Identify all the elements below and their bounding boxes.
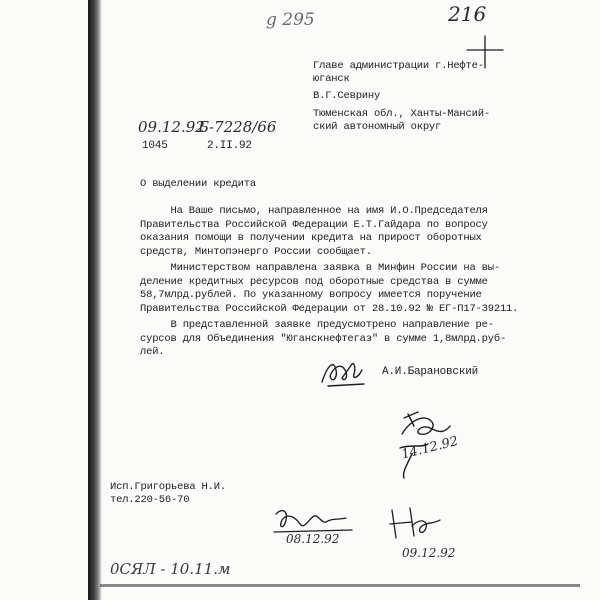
body-line: средств, Минтопэнерго России сообщает. [140, 245, 372, 258]
addressee-line-3: В.Г.Севрину [313, 90, 381, 102]
pencil-note: g 295 [266, 10, 315, 30]
body-line: Правительства Российской Федерации от 28.10.92 № ЕГ-П17-39211. [140, 302, 519, 315]
resolution-date: 14.12.92 [400, 433, 460, 463]
archive-sheet-number: 216 [448, 2, 487, 26]
body-line: оказания помощи в получении кредита на прирост оборотных [140, 232, 482, 244]
body-line: сурсов для Объединения "Юганскнефтегаз" в сумме 1,8млрд.руб- [140, 332, 507, 345]
executor-phone: тел.220-56-70 [110, 494, 190, 506]
scan-shadow-edge [88, 0, 102, 600]
visa-signature-right [382, 502, 452, 546]
registration-hand-date: 09.12.92 [138, 118, 205, 136]
outgoing-number: 1045 [142, 140, 168, 152]
body-line: В представленной заявке предусмотрено направление ре- [140, 319, 494, 331]
body-line: На Ваше письмо, направленное на имя И.О.Председателя [140, 205, 488, 217]
body-line: лей. [140, 346, 165, 358]
letter-subject: О выделении кредита [140, 178, 256, 190]
addressee-line-2: юганск [313, 73, 350, 85]
visa-right-date: 09.12.92 [402, 546, 456, 560]
registration-hand-number: Б-7228/66 [198, 118, 277, 136]
handwritten-signature [318, 356, 378, 390]
addressee-line-5: ский автономный округ [313, 121, 442, 133]
archive-note: 0СЯЛ - 10.11.м [110, 560, 231, 578]
signatory-name: А.И.Барановский [382, 366, 479, 378]
executor-name: Исп.Григорьева Н.И. [110, 481, 226, 493]
addressee-line-1: Главе администрации г.Нефте- [313, 60, 484, 72]
body-line: Правительства Российской Федерации Е.Т.Гайдара по вопросу [140, 218, 488, 231]
body-line: Министерством направлена заявка в Минфин России на вы- [140, 262, 500, 274]
addressee-line-4: Тюменская обл., Ханты-Мансий- [313, 108, 490, 120]
scan-bottom-edge [100, 584, 580, 587]
outgoing-date: 2.II.92 [207, 140, 252, 152]
body-line: деление кредитных ресурсов под оборотные средства в сумме [140, 275, 488, 288]
visa-left-date: 08.12.92 [286, 532, 340, 546]
body-line: 58,7млрд.рублей. По указанному вопросу имеется поручение [140, 289, 482, 301]
